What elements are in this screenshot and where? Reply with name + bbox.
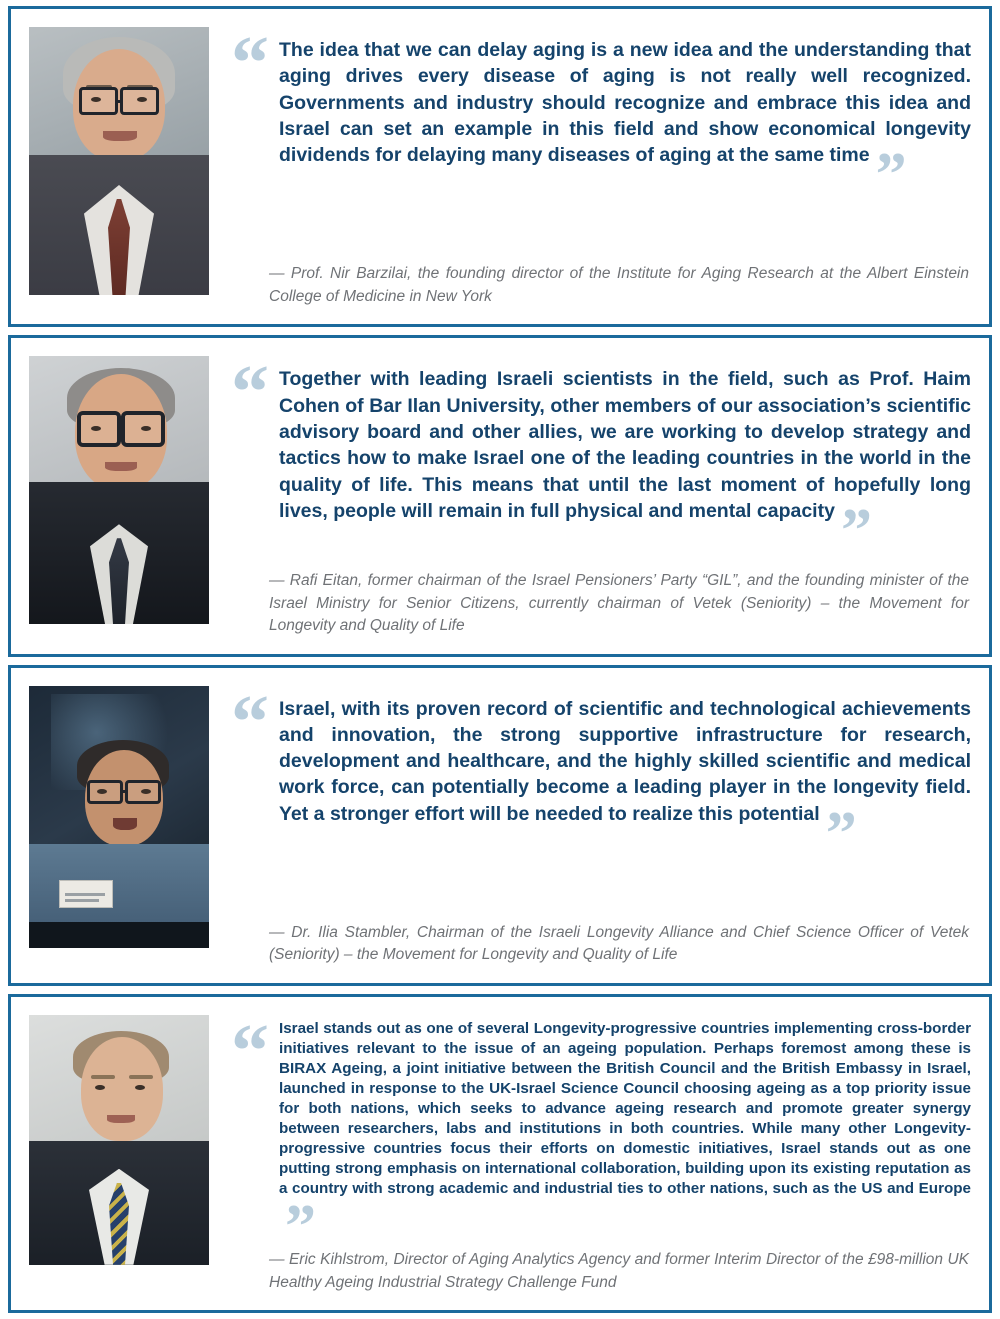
portrait-eitan — [29, 356, 209, 624]
quote-text-content: Israel, with its proven record of scientific and technological achievements and innovation, the strong supportive infrastructure for research, development and healthcare, and the highly skilled scientific and medical work force, can potentially become a leading player in the longevity field. Yet a stronger effort will be needed to realize this potential — [279, 697, 971, 825]
quote-text: Israel, with its proven record of scientific and technological achievements and innovation, the strong supportive infrastructure for research, development and healthcare, and the highly skilled scientific and medical work force, can potentially become a leading player in the longevity field. Yet a stronger effort will be needed to realize this potential” — [279, 697, 971, 868]
quote-text-content: The idea that we can delay aging is a new idea and the understanding that aging drives every disease of aging is not really well recognized. Governments and industry should recognize and embrace this idea and Israel can set an example in this field and show economical longevity dividends for delaying many diseases of aging at the same time — [279, 39, 971, 167]
quote-card-eitan — [8, 335, 992, 656]
quote-text: Together with leading Israeli scientists in the field, such as Prof. Haim Cohen of Bar Ilan University, other members of our association’s scientific advisory board and other allies, we are working to develop strategy and tactics how to make Israel one of the leading countries in the world in the quality of life. This means that until the last moment of hopefully long lives, people will remain in full physical and mental capacity” — [279, 368, 971, 565]
quote-open-icon: “ — [231, 679, 269, 764]
quote-body — [219, 997, 989, 1310]
quote-card-kihlstrom — [8, 994, 992, 1313]
quote-attribution: — Dr. Ilia Stambler, Chairman of the Israeli Longevity Alliance and Chief Science Officer of Vetek (Seniority) – the Movement for Longevity and Quality of Life — [269, 923, 969, 964]
portrait-image — [29, 356, 209, 624]
quote-open-icon: “ — [231, 350, 269, 435]
portrait-image — [29, 27, 209, 295]
quote-text-content: Israel stands out as one of several Longevity-progressive countries implementing cross-border initiatives relevant to the issue of an ageing population. Perhaps foremost among these is BIRAX Ageing, a joint initiative between the British Council and the British Embassy in Israel, launched in response to the UK-Israel Science Council choosing ageing as a top priority issue for both nations, which seeks to advance ageing research and promote greater synergy between researchers, labs and institutions in both countries. While many other Longevity-progressive countries focus their efforts on domestic initiatives, Israel stands out as one putting strong emphasis on international collaboration, building upon its existing reputation as a country with strong academic and industrial ties to other nations, such as the US and Europe — [279, 1019, 971, 1198]
quote-card-stambler — [8, 665, 992, 986]
quote-text: Israel stands out as one of several Longevity-progressive countries implementing cross-border initiatives relevant to the issue of an ageing population. Perhaps foremost among these is BIRAX Ageing, a joint initiative between the British Council and the British Embassy in Israel, launched in response to the UK-Israel Science Council choosing ageing as a top priority issue for both nations, which seeks to advance ageing research and promote greater synergy between researchers, labs and institutions in both countries. While many other Longevity-progressive countries focus their efforts on domestic initiatives, Israel stands out as one putting strong emphasis on international collaboration, building upon its existing reputation as a country with strong academic and industrial ties to other nations, such as the US and Europe” — [279, 1019, 971, 1262]
portrait-wrapper — [11, 997, 219, 1275]
portrait-barzilai — [29, 27, 209, 295]
quote-body — [219, 338, 989, 653]
quote-text: The idea that we can delay aging is a new idea and the understanding that aging drives every disease of aging is not really well recognized. Governments and industry should recognize and embrace this idea and Israel can set an example in this field and show economical longevity dividends for delaying many diseases of aging at the same time” — [279, 39, 971, 210]
portrait-kihlstrom — [29, 1015, 209, 1265]
portrait-image — [29, 1015, 209, 1265]
quote-body — [219, 668, 989, 983]
quote-body — [219, 9, 989, 324]
portrait-wrapper — [11, 338, 219, 634]
quote-card-barzilai — [8, 6, 992, 327]
portrait-wrapper — [11, 668, 219, 958]
portrait-stambler — [29, 686, 209, 948]
quote-text-content: Together with leading Israeli scientists in the field, such as Prof. Haim Cohen of Bar Ilan University, other members of our association’s scientific advisory board and other allies, we are working to develop strategy and tactics how to make Israel one of the leading countries in the world in the quality of life. This means that until the last moment of hopefully long lives, people will remain in full physical and mental capacity — [279, 368, 971, 522]
quote-open-icon: “ — [231, 1008, 269, 1093]
quote-attribution: — Prof. Nir Barzilai, the founding director of the Institute for Aging Research at the Albert Einstein College of Medicine in New York — [269, 265, 969, 305]
quote-attribution: — Eric Kihlstrom, Director of Aging Analytics Agency and former Interim Director of the £98-million UK Healthy Ageing Industrial Strategy Challenge Fund — [269, 1251, 969, 1291]
quote-attribution: — Rafi Eitan, former chairman of the Israel Pensioners’ Party “GIL”, and the founding minister of the Israel Ministry for Senior Citizens, currently chairman of Vetek (Seniority) – the Movement for Longevity and Quality of Life — [269, 572, 969, 635]
quote-open-icon: “ — [231, 21, 269, 105]
portrait-image — [29, 686, 209, 948]
portrait-wrapper — [11, 9, 219, 305]
